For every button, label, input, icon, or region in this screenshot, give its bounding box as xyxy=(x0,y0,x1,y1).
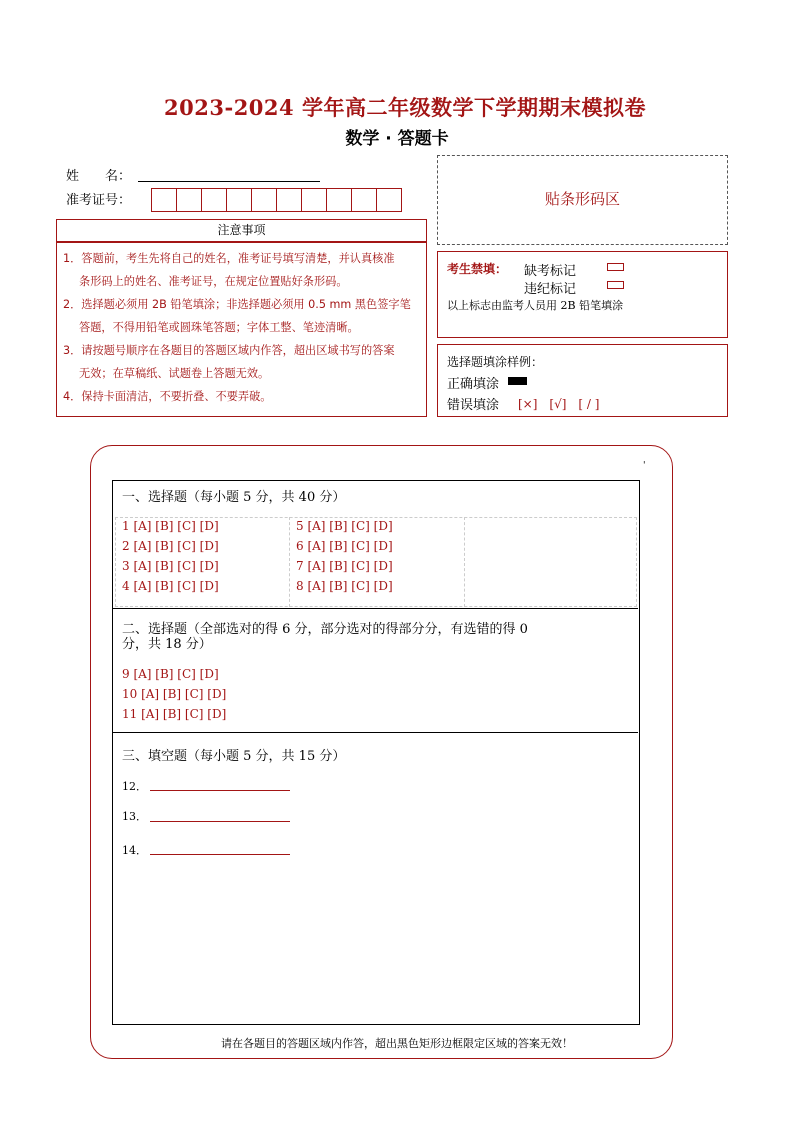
id-digit-box[interactable] xyxy=(226,188,251,212)
id-digit-box[interactable] xyxy=(301,188,326,212)
id-number-boxes[interactable] xyxy=(151,188,402,212)
notice-item: 条形码上的姓名、准考证号，在规定位置贴好条形码。 xyxy=(79,275,348,288)
name-label: 姓 名： xyxy=(66,169,132,184)
id-digit-box[interactable] xyxy=(351,188,376,212)
page-subtitle: 数学 · 答题卡 xyxy=(345,129,449,149)
choice-row[interactable]: 2 [A] [B] [C] [D] xyxy=(122,539,219,553)
absent-mark[interactable] xyxy=(607,263,624,271)
footer-warning: 请在各题目的答题区域内作答，超出黑色矩形边框限定区域的答案无效！ xyxy=(221,1037,573,1050)
violation-mark[interactable] xyxy=(607,281,624,289)
choice-row[interactable]: 6 [A] [B] [C] [D] xyxy=(296,539,393,553)
ban-note: 以上标志由监考人员用 2B 铅笔填涂 xyxy=(447,299,624,312)
wrong-fill-samples: [×] [√] [ / ] xyxy=(518,397,600,411)
notice-body xyxy=(56,242,427,417)
notice-item: 2．选择题必须用 2B 铅笔填涂；非选择题必须用 0.5 mm 黑色签字笔 xyxy=(63,298,411,311)
name-field[interactable] xyxy=(138,181,320,182)
choice-row[interactable]: 5 [A] [B] [C] [D] xyxy=(296,519,393,533)
choice-row[interactable]: 9 [A] [B] [C] [D] xyxy=(122,667,219,681)
correct-fill-sample xyxy=(508,377,527,385)
id-digit-box[interactable] xyxy=(376,188,402,212)
notice-heading: 注意事项 xyxy=(56,219,427,242)
section3-title: 三、填空题（每小题 5 分，共 15 分） xyxy=(122,749,346,764)
blank-number: 14． xyxy=(122,844,147,857)
id-digit-box[interactable] xyxy=(151,188,176,212)
notice-item: 1．答题前，考生先将自己的姓名，准考证号填写清楚，并认真核准 xyxy=(63,252,395,265)
page-title: 2023-2024 学年高二年级数学下学期期末模拟卷 xyxy=(164,95,646,120)
id-digit-box[interactable] xyxy=(326,188,351,212)
grid-divider xyxy=(464,517,465,607)
choice-row[interactable]: 1 [A] [B] [C] [D] xyxy=(122,519,219,533)
ban-box xyxy=(437,251,728,338)
blank-number: 13． xyxy=(122,810,147,823)
blank-answer-line[interactable] xyxy=(150,854,290,855)
correct-label: 正确填涂 xyxy=(447,377,500,392)
id-digit-box[interactable] xyxy=(251,188,276,212)
notice-item: 无效；在草稿纸、试题卷上答题无效。 xyxy=(79,367,270,380)
section-divider xyxy=(113,608,638,609)
notice-item: 3．请按题号顺序在各题目的答题区域内作答，超出区域书写的答案 xyxy=(63,344,395,357)
notice-item: 答题，不得用铅笔或圆珠笔答题；字体工整、笔迹清晰。 xyxy=(79,321,359,334)
choice-row[interactable]: 8 [A] [B] [C] [D] xyxy=(296,579,393,593)
id-digit-box[interactable] xyxy=(176,188,201,212)
ban-label: 考生禁填： xyxy=(447,262,508,276)
section-divider xyxy=(113,732,638,733)
choice-row[interactable]: 11 [A] [B] [C] [D] xyxy=(122,707,227,721)
id-label: 准考证号： xyxy=(66,193,132,208)
barcode-area: 贴条形码区 xyxy=(437,155,728,245)
corner-mark: ' xyxy=(643,461,646,471)
choice-row[interactable]: 3 [A] [B] [C] [D] xyxy=(122,559,219,573)
example-title: 选择题填涂样例： xyxy=(447,355,544,369)
wrong-label: 错误填涂 xyxy=(447,398,500,413)
choice-row[interactable]: 7 [A] [B] [C] [D] xyxy=(296,559,393,573)
fill-example-box xyxy=(437,344,728,417)
choice-row[interactable]: 4 [A] [B] [C] [D] xyxy=(122,579,219,593)
section2-title: 二、选择题（全部选对的得 6 分，部分选对的得部分分，有选错的得 0 xyxy=(122,622,528,637)
section1-title: 一、选择题（每小题 5 分，共 40 分） xyxy=(122,490,346,505)
absent-label: 缺考标记 xyxy=(524,264,577,279)
choice-row[interactable]: 10 [A] [B] [C] [D] xyxy=(122,687,227,701)
answer-box xyxy=(112,480,640,1025)
section2-title-cont: 分，共 18 分） xyxy=(122,637,212,652)
notice-item: 4．保持卡面清洁，不要折叠、不要弄破。 xyxy=(63,390,272,403)
blank-answer-line[interactable] xyxy=(150,790,290,791)
id-digit-box[interactable] xyxy=(201,188,226,212)
blank-number: 12． xyxy=(122,780,147,793)
blank-answer-line[interactable] xyxy=(150,821,290,822)
grid-divider xyxy=(289,517,290,607)
violation-label: 违纪标记 xyxy=(524,282,577,297)
id-digit-box[interactable] xyxy=(276,188,301,212)
